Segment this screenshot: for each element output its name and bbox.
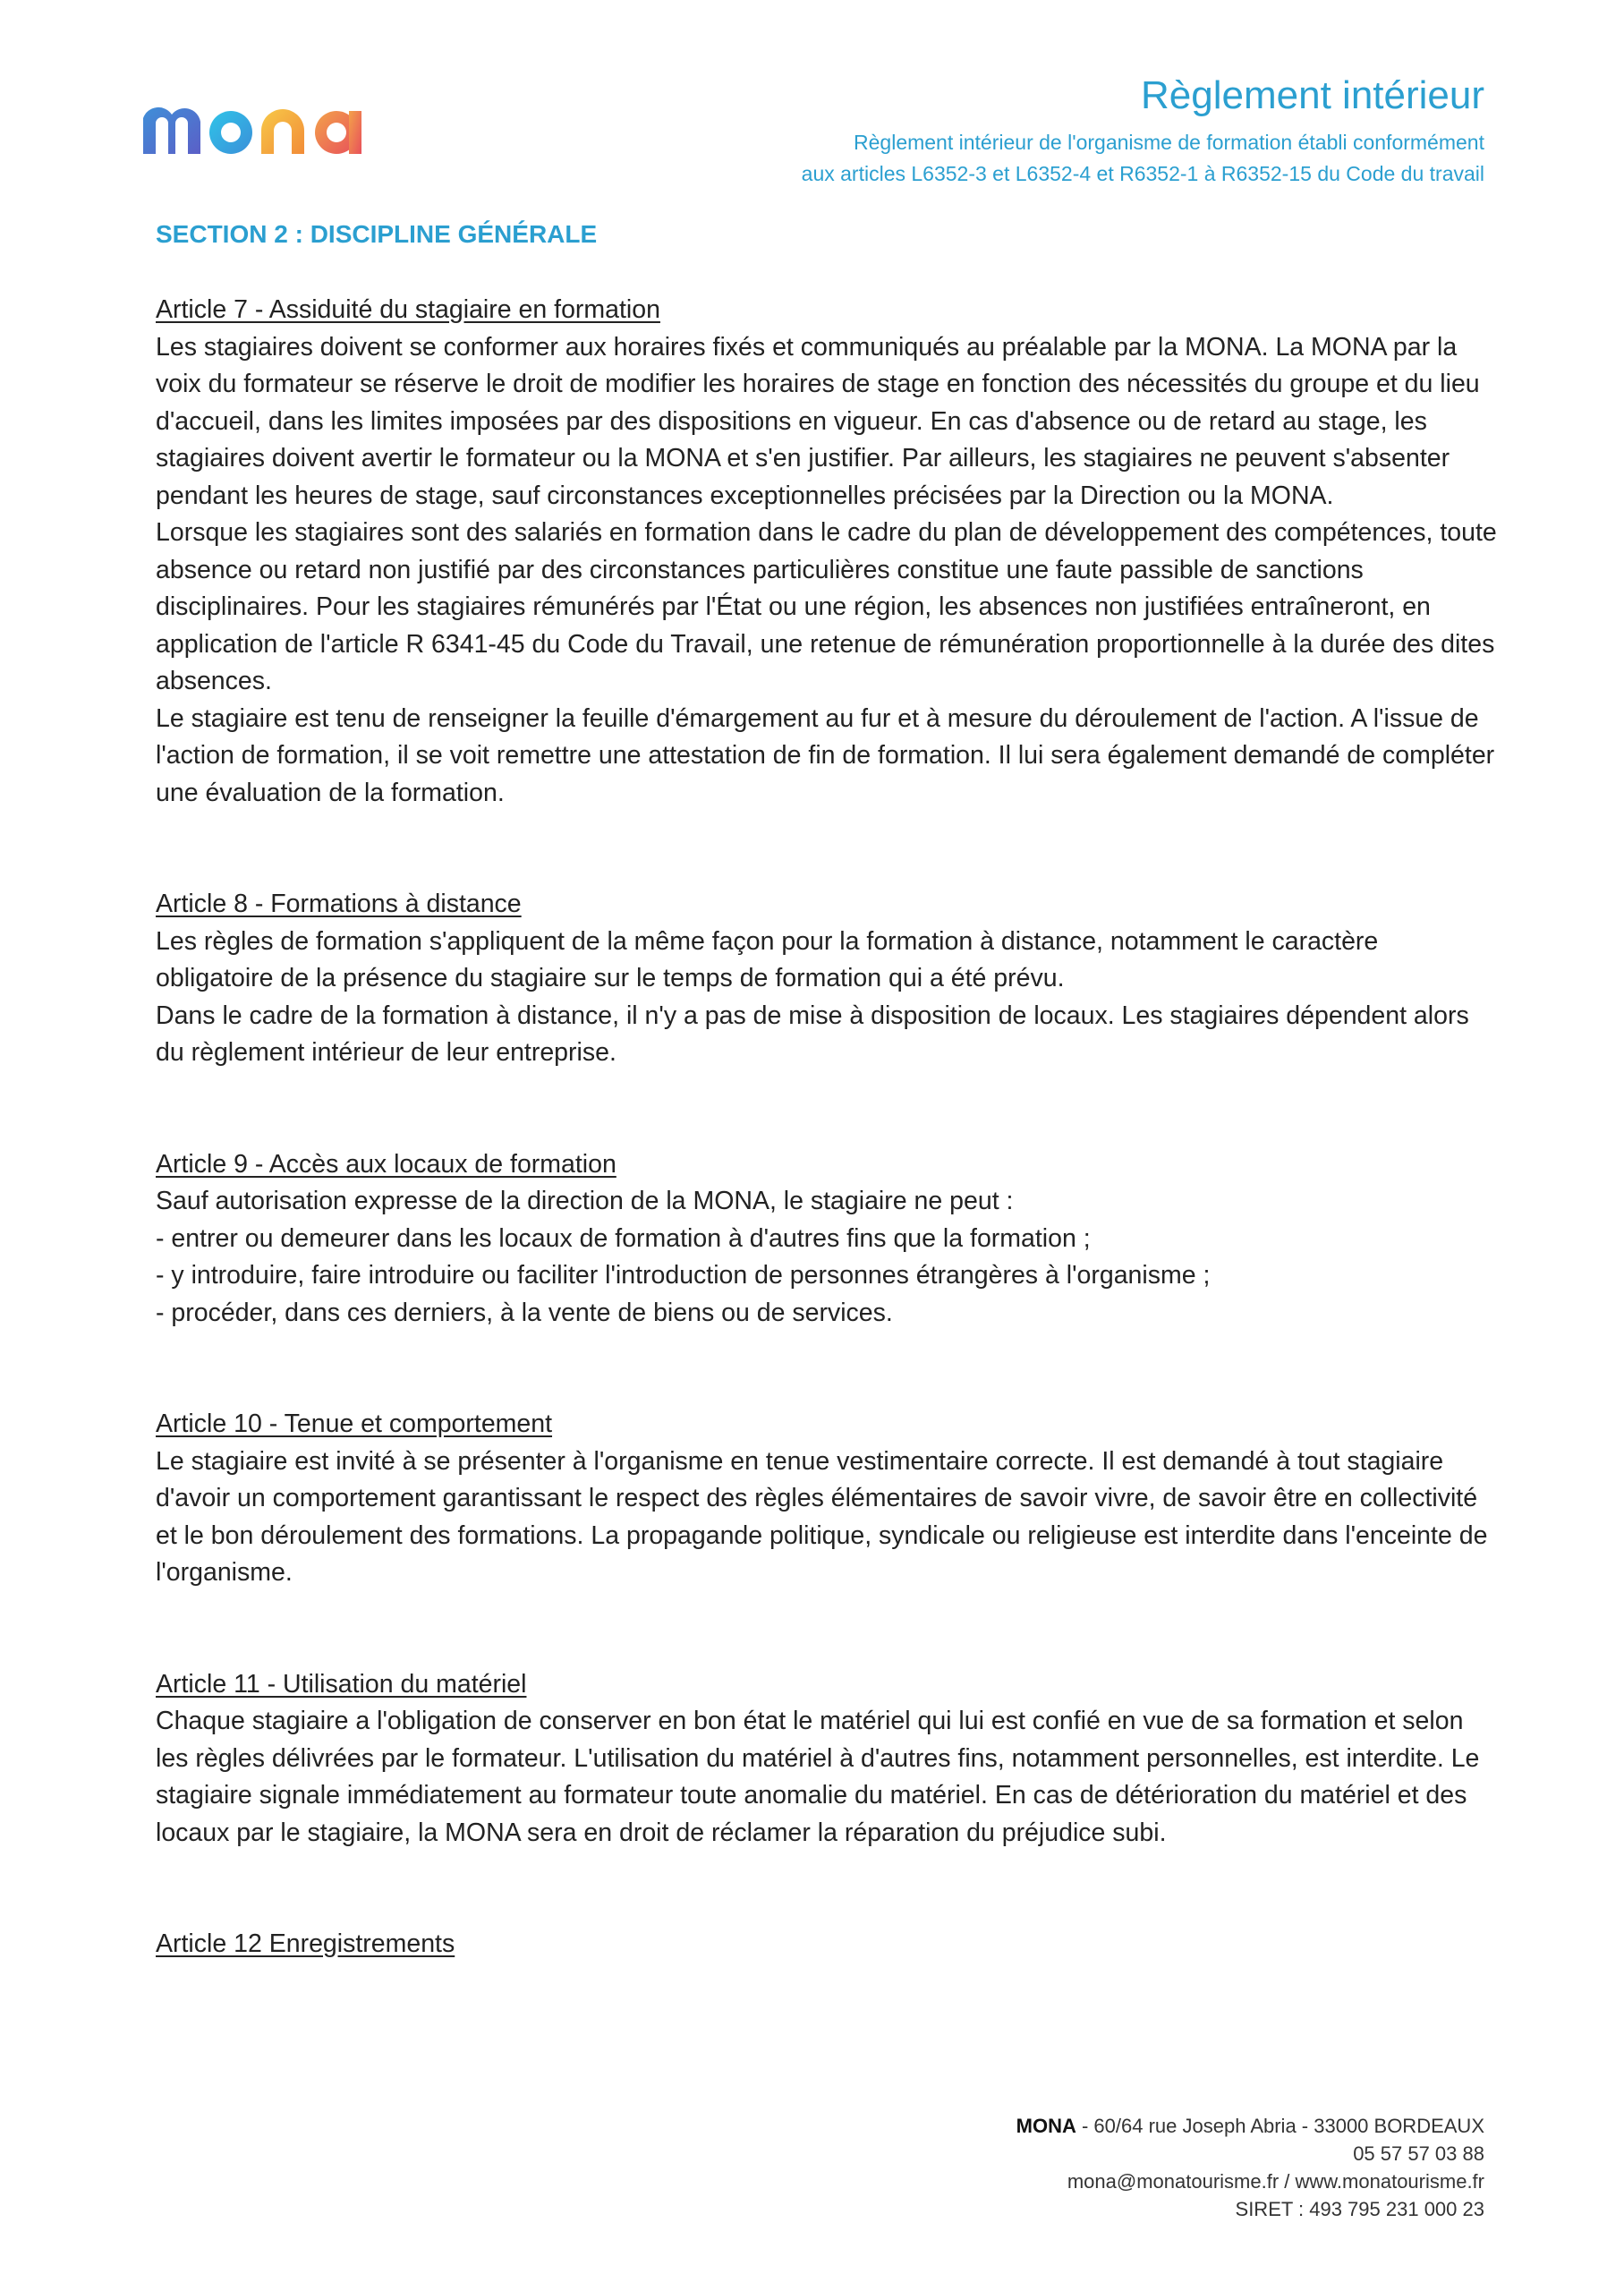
article-title: Article 8 - Formations à distance [156,890,522,918]
article-paragraph: Chaque stagiaire a l'obligation de conserver en bon état le matériel qui lui est confié en vue de sa formation et selon les règles délivrées par le formateur. L'utilisation du matériel à d'autres fins, notamment personnelles, est interdite. Le stagiaire signale immédiatement au formateur toute anomalie du matériel. En cas de détérioration du matériel et des locaux par le stagiaire, la MONA sera en droit de réclamer la réparation du préjudice subi. [156,1707,1480,1847]
article-paragraph: Dans le cadre de la formation à distance, il n'y a pas de mise à disposition de locaux. Les stagiaires dépendent alors du règlement intérieur de leur entreprise. [156,1001,1469,1067]
document-body [156,292,1498,1963]
article [156,1666,1498,1852]
subtitle-line-2: aux articles L6352-3 et L6352-4 et R6352-1 à R6352-15 du Code du travail [801,162,1484,185]
mona-logo-graphic [141,89,392,161]
document-subtitle [679,127,1484,190]
article [156,1406,1498,1592]
footer [1016,2112,1484,2223]
article-paragraph: Le stagiaire est tenu de renseigner la feuille d'émargement au fur et à mesure du déroulement de l'action. A l'issue de l'action de formation, il se voit remettre une attestation de fin de formation. Il lui sera également demandé de compléter une évaluation de la formation. [156,703,1495,807]
footer-address: - 60/64 rue Joseph Abria - 33000 BORDEAUX [1076,2115,1484,2137]
footer-brand: MONA [1016,2115,1076,2137]
article-title: Article 7 - Assiduité du stagiaire en formation [156,295,660,324]
subtitle-line-1: Règlement intérieur de l'organisme de formation établi conformément [854,131,1484,154]
mona-logo [141,89,392,161]
article [156,1146,1498,1333]
section-title: SECTION 2 : DISCIPLINE GÉNÉRALE [156,220,598,248]
article-title: Article 11 - Utilisation du matériel [156,1669,527,1699]
article-paragraph: Les stagiaires doivent se conformer aux horaires fixés et communiqués au préalable par la MONA. La MONA par la voix du formateur se réserve le droit de modifier les horaires de stage en fonction des nécessités du groupe et du lieu d'accueil, dans les limites imposées par des dispositions en vigueur. En cas d'absence ou de retard au stage, les stagiaires doivent avertir le formateur ou la MONA et s'en justifier. Par ailleurs, les stagiaires ne peuvent s'absenter pendant les heures de stage, sauf circonstances exceptionnelles précisées par la Direction ou la MONA. [156,332,1480,510]
article-paragraph: - entrer ou demeurer dans les locaux de formation à d'autres fins que la formation ; [156,1223,1091,1253]
article-title: Article 12 Enregistrements [156,1929,455,1958]
footer-web[interactable]: mona@monatourisme.fr / www.monatourisme.fr [1067,2170,1484,2193]
article-paragraph: - procéder, dans ces derniers, à la vente de biens ou de services. [156,1298,893,1327]
footer-address-line [1016,2112,1484,2140]
article [156,292,1498,812]
article [156,1926,1498,1963]
article-paragraph: - y introduire, faire introduire ou faciliter l'introduction de personnes étrangères à l'organisme ; [156,1261,1211,1290]
article-paragraph: Le stagiaire est invité à se présenter à l'organisme en tenue vestimentaire correcte. Il est demandé à tout stagiaire d'avoir un comportement garantissant le respect des règles élémentaires de savoir vivre, de savoir être en collectivité et le bon déroulement des formations. La propagande politique, syndicale ou religieuse est interdite dans l'enceinte de l'organisme. [156,1446,1488,1587]
article-title: Article 9 - Accès aux locaux de formation [156,1149,616,1179]
article [156,886,1498,1072]
article-paragraph: Sauf autorisation expresse de la direction de la MONA, le stagiaire ne peut : [156,1187,1014,1215]
article-paragraph: Les règles de formation s'appliquent de la même façon pour la formation à distance, notamment le caractère obligatoire de la présence du stagiaire sur le temps de formation qui a été prévu. [156,926,1379,992]
article-title: Article 10 - Tenue et comportement [156,1410,553,1438]
footer-phone: 05 57 57 03 88 [1353,2142,1484,2165]
article-paragraph: Lorsque les stagiaires sont des salariés en formation dans le cadre du plan de développement des compétences, toute absence ou retard non justifié par des circonstances particulières constitue une faute passible de sanctions disciplinaires. Pour les stagiaires rémunérés par l'État ou une région, les absences non justifiées entraîneront, en application de l'article R 6341-45 du Code du Travail, une retenue de rémunération proportionnelle à la durée des dites absences. [156,518,1497,695]
document-title: Règlement intérieur [1141,73,1484,117]
footer-siret: SIRET : 493 795 231 000 23 [1235,2198,1484,2220]
